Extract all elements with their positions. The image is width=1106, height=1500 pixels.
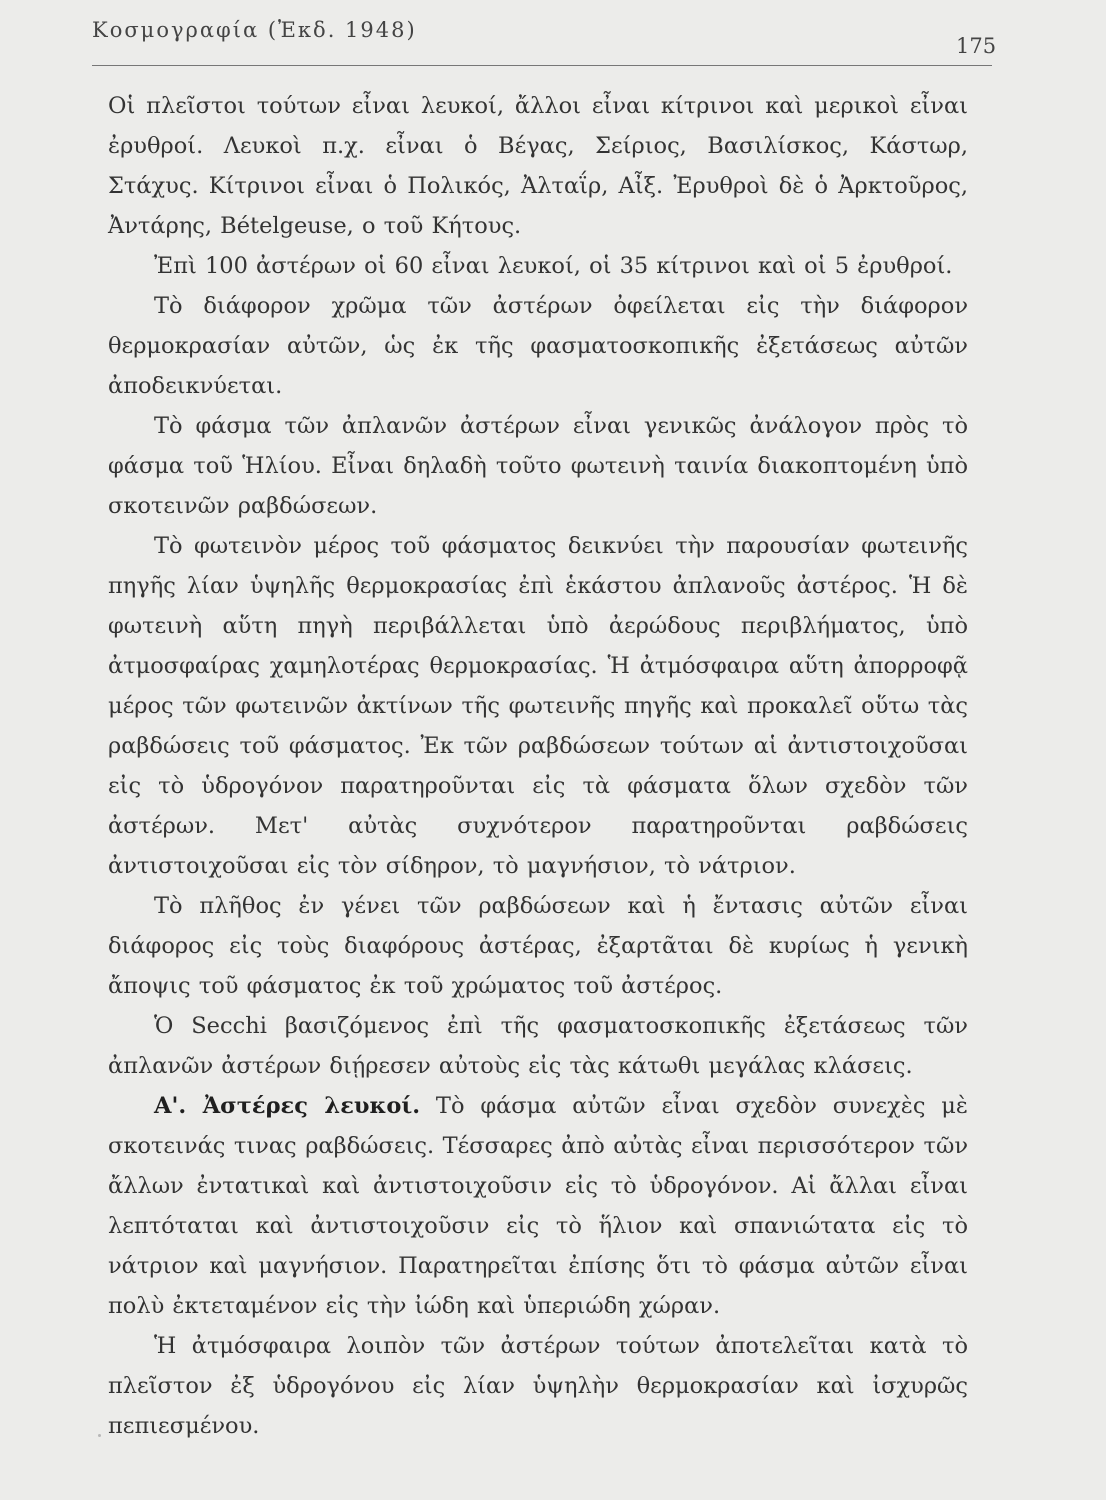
paragraph-spectrum: Τὸ φάσμα τῶν ἀπλανῶν ἀστέρων εἶναι γενικῶς ἀνάλογον πρὸς τὸ φάσμα τοῦ Ἡλίου. Εἶναι δηλαδὴ τοῦτο φωτεινὴ ταινία διακοπτομένη ὑπὸ σκοτεινῶν ραβδώσεων. [108, 413, 968, 519]
running-title: Κοσμογραφία (Ἐκδ. 1948) [92, 18, 417, 42]
paragraph-star-colors: Οἱ πλεῖστοι τούτων εἶναι λευκοί, ἄλλοι εἶναι κίτρινοι καὶ μερικοὶ εἶναι ἐρυθροί. Λευκοὶ π.χ. εἶναι ὁ Βέγας, Σείριος, Βασιλίσκος, Κάστωρ, Στάχυς. Κίτρινοι εἶναι ὁ Πολικός, Ἀλταΐρ, Αἶξ. Ἐρυθροὶ δὲ ὁ Ἀρκτοῦρος, Ἀντάρης, Bételgeuse, ο τοῦ Κήτους. [108, 93, 968, 239]
white-stars-text: Τὸ φάσμα αὐτῶν εἶναι σχεδὸν συνεχὲς μὲ σκοτεινάς τινας ραβδώσεις. Τέσσαρες ἀπὸ αὐτὰς εἶναι περισσότερον τῶν ἄλλων ἐντατικαὶ καὶ ἀντιστοιχοῦσιν εἰς τὸ ὑδρογόνον. Αἱ ἄλλαι εἶναι λεπτόταται καὶ ἀντιστοιχοῦσιν εἰς τὸ ἥλιον καὶ σπανιώτατα εἰς τὸ νάτριον καὶ μαγνήσιον. Παρατηρεῖται ἐπίσης ὅτι τὸ φάσμα αὐτῶν εἶναι πολὺ ἐκτεταμένον εἰς τὴν ἰώδη καὶ ὑπεριώδη χώραν. [108, 1093, 968, 1319]
scan-mark [98, 1434, 101, 1437]
paragraph-spectral-lines: Τὸ φωτεινὸν μέρος τοῦ φάσματος δεικνύει τὴν παρουσίαν φωτεινῆς πηγῆς λίαν ὑψηλῆς θερμοκρασίας ἐπὶ ἑκάστου ἀπλανοῦς ἀστέρος. Ἡ δὲ φωτεινὴ αὕτη πηγὴ περιβάλλεται ὑπὸ ἀερώδους περιβλήματος, ὑπὸ ἀτμοσφαίρας χαμηλοτέρας θερμοκρασίας. Ἡ ἀτμόσφαιρα αὕτη ἀπορροφᾷ μέρος τῶν φωτεινῶν ἀκτίνων τῆς φωτεινῆς πηγῆς καὶ προκαλεῖ οὕτω τὰς ραβδώσεις τοῦ φάσματος. Ἐκ τῶν ραβδώσεων τούτων αἱ ἀντιστοιχοῦσαι εἰς τὸ ὑδρογόνον παρατηροῦνται εἰς τὰ φάσματα ὅλων σχεδὸν τῶν ἀστέρων. Μετ' αὐτὰς συχνότερον παρατηροῦνται ραβδώσεις ἀντιστοιχοῦσαι εἰς τὸν σίδηρον, τὸ μαγνήσιον, τὸ νάτριον. [108, 533, 968, 879]
paragraph-white-stars [108, 1086, 968, 1326]
page-number: 175 [956, 34, 997, 58]
page-body [108, 86, 968, 1446]
paragraph-atmosphere: Ἡ ἀτμόσφαιρα λοιπὸν τῶν ἀστέρων τούτων ἀποτελεῖται κατὰ τὸ πλεῖστον ἐξ ὑδρογόνου εἰς λίαν ὑψηλὴν θερμοκρασίαν καὶ ἰσχυρῶς πεπιεσμένου. [108, 1333, 968, 1439]
header-rule [92, 65, 992, 66]
paragraph-line-intensity: Τὸ πλῆθος ἐν γένει τῶν ραβδώσεων καὶ ἡ ἔντασις αὐτῶν εἶναι διάφορος εἰς τοὺς διαφόρους ἀστέρας, ἐξαρτᾶται δὲ κυρίως ἡ γενικὴ ἄποψις τοῦ φάσματος ἐκ τοῦ χρώματος τοῦ ἀστέρος. [108, 893, 968, 999]
paragraph-color-temperature: Τὸ διάφορον χρῶμα τῶν ἀστέρων ὀφείλεται εἰς τὴν διάφορον θερμοκρασίαν αὐτῶν, ὡς ἐκ τῆς φασματοσκοπικῆς ἐξετάσεως αὐτῶν ἀποδεικνύεται. [108, 293, 968, 399]
paragraph-color-ratio: Ἐπὶ 100 ἀστέρων οἱ 60 εἶναι λευκοί, οἱ 35 κίτρινοι καὶ οἱ 5 ἐρυθροί. [154, 253, 953, 279]
paragraph-secchi-classes: Ὁ Secchi βασιζόμενος ἐπὶ τῆς φασματοσκοπικῆς ἐξετάσεως τῶν ἀπλανῶν ἀστέρων διῄρεσεν αὐτοὺς εἰς τὰς κάτωθι μεγάλας κλάσεις. [108, 1013, 968, 1079]
section-heading-white-stars: Α'. Ἀστέρες λευκοί. [154, 1093, 421, 1119]
